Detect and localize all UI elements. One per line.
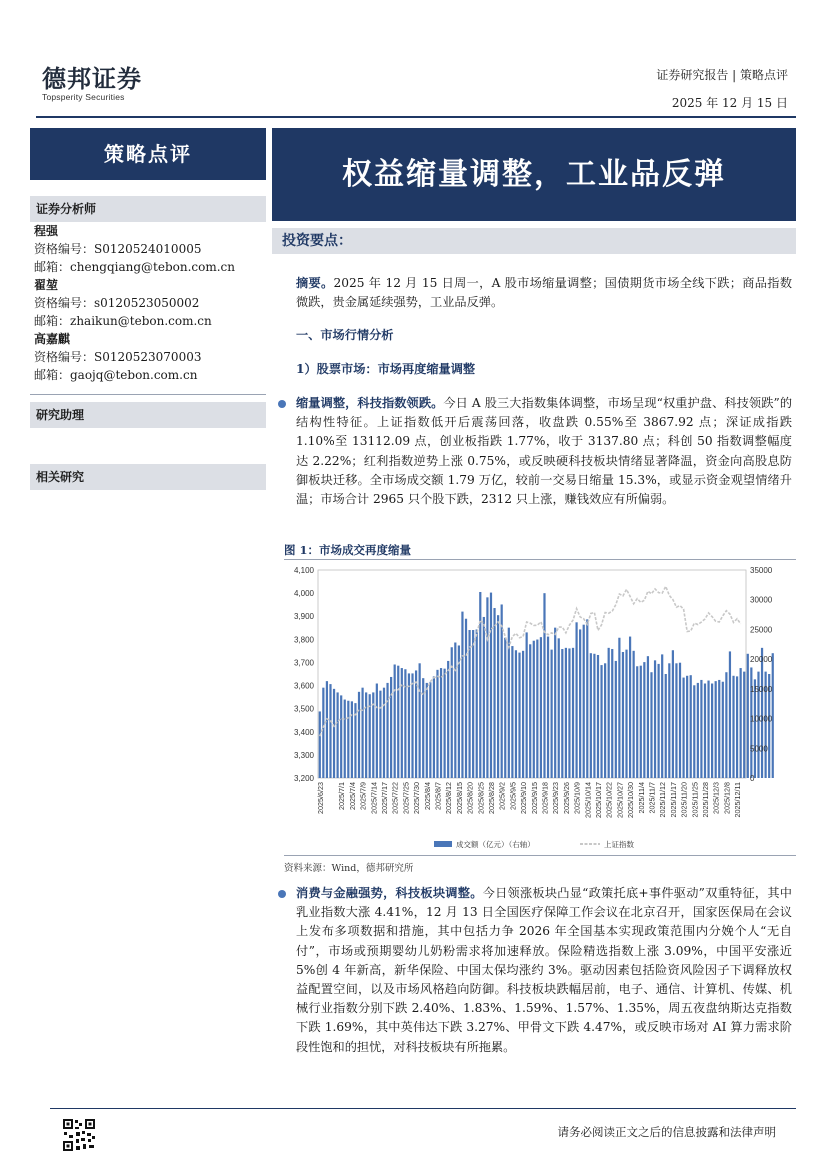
volume-bar — [508, 628, 510, 778]
volume-bar — [718, 680, 720, 778]
header-rule — [36, 116, 796, 118]
x-axis-tick-label: 2025/9/23 — [551, 782, 561, 814]
volume-bar — [497, 615, 499, 778]
bullet-icon — [278, 890, 286, 898]
legend-label-volume: 成交额（亿元）（右轴） — [456, 840, 535, 849]
analyst-email[interactable]: 邮箱：gaojq@tebon.com.cn — [34, 368, 198, 382]
volume-bar — [479, 592, 481, 778]
left-axis-tick-label: 3,600 — [293, 681, 314, 691]
volume-bar — [715, 681, 717, 778]
paragraph-text: 今日领涨板块凸显“政策托底+事件驱动”双重特征，其中乳业指数大涨 4.41%，12 月 13 日全国医疗保障工作会议在北京召开，国家医保局在会议上发布多项数据和措施，其中包括力争 2026 年全国基本实现政策范围内分娩个人“无自付”，市场或预期婴幼儿奶粉需求将加速释放。保险精选指数上涨 3.09%，中国平安涨近 5%创 4 年新高，新华保险、中国太保均涨约 3%。驱动因素包括险资风险因子下调释放权益配置空间，以及市场风格趋向防御。科技板块跌幅居前，电子、通信、计算机、传媒、机械行业指数分别下跌 2.40%、1.83%、1.59%、1.57%、1.35%，周五夜盘纳斯达克指数下跌 1.69%，其中英伟达下跌 3.27%、甲骨文下跌 4.47%，或反映市场对 AI 算力需求阶段性饱和的担忧，对科技板块有所拖累。 — [296, 886, 792, 1054]
volume-bar — [672, 650, 674, 778]
volume-bar — [540, 637, 542, 778]
volume-bar — [490, 593, 492, 778]
volume-bar — [593, 654, 595, 778]
analyst-name: 翟堃 — [34, 278, 59, 292]
report-category-box: 策略点评 — [30, 128, 266, 180]
right-axis-tick-label: 0 — [750, 774, 755, 783]
x-axis-tick-label: 2025/7/22 — [390, 782, 400, 814]
qr-code-icon — [62, 1118, 96, 1152]
volume-bar — [504, 638, 506, 778]
footer-rule — [50, 1108, 796, 1109]
volume-bar — [690, 675, 692, 778]
volume-bar — [697, 683, 699, 778]
x-axis-tick-label: 2025/9/26 — [561, 782, 571, 814]
x-axis-tick-label: 2025/10/22 — [604, 782, 614, 818]
x-axis-tick-label: 2025/7/1 — [337, 782, 347, 810]
volume-bar — [722, 682, 724, 778]
volume-bar — [725, 672, 727, 778]
x-axis-tick-label: 2025/8/28 — [486, 782, 496, 814]
brand-logo — [42, 66, 142, 103]
volume-bar — [700, 680, 702, 778]
market-paragraph — [296, 394, 792, 509]
analyst-email[interactable]: 邮箱：chengqiang@tebon.com.cn — [34, 260, 236, 274]
figure-title: 图 1：市场成交再度缩量 — [284, 543, 412, 557]
volume-bar — [740, 668, 742, 778]
volume-bar — [668, 663, 670, 778]
bullet-icon — [278, 400, 286, 408]
volume-bar — [529, 644, 531, 778]
left-axis-tick-label: 3,700 — [293, 658, 314, 668]
paragraph-lead: 消费与金融强势，科技板块调整。 — [296, 886, 483, 900]
left-axis-tick-label: 4,100 — [293, 566, 314, 575]
subsection-heading: 1）股票市场：市场再度缩量调整 — [296, 362, 476, 376]
volume-index-chart — [284, 560, 796, 854]
volume-bar — [536, 640, 538, 778]
volume-bar — [568, 648, 570, 778]
report-date: 2025 年 12 月 15 日 — [671, 96, 788, 110]
right-axis-tick-label: 20000 — [750, 655, 773, 665]
left-axis-tick-label: 3,900 — [293, 612, 314, 622]
volume-bar — [704, 684, 706, 778]
volume-bar — [347, 701, 349, 778]
left-axis-tick-label: 3,300 — [293, 750, 314, 760]
volume-bar — [461, 612, 463, 778]
x-axis-tick-label: 2025/9/10 — [519, 782, 529, 814]
volume-bar — [636, 666, 638, 778]
volume-bar — [444, 669, 446, 778]
volume-bar — [586, 619, 588, 778]
volume-bar — [675, 663, 677, 778]
volume-bar — [386, 683, 388, 778]
volume-bar — [618, 638, 620, 778]
plot-frame — [318, 570, 746, 778]
volume-bar — [486, 597, 488, 778]
left-axis-tick-label: 3,200 — [293, 774, 314, 783]
volume-bar — [493, 608, 495, 778]
volume-bar — [686, 676, 688, 778]
volume-bar — [383, 688, 385, 778]
analyst-cert: 资格编号：S0120523070003 — [34, 350, 202, 364]
volume-bar — [379, 691, 381, 778]
volume-bar — [319, 711, 321, 778]
volume-bar — [643, 662, 645, 778]
assistant-heading: 研究助理 — [30, 402, 266, 428]
volume-bar — [711, 684, 713, 778]
volume-bar — [611, 649, 613, 778]
x-axis-tick-label: 2025/8/7 — [433, 782, 443, 810]
volume-bar — [522, 651, 524, 778]
volume-bar — [625, 650, 627, 778]
volume-bar — [732, 676, 734, 778]
report-title: 权益缩量调整，工业品反弹 — [272, 128, 796, 221]
x-axis-tick-label: 2025/7/4 — [347, 782, 357, 810]
left-axis-tick-label: 3,400 — [293, 727, 314, 737]
volume-bar — [454, 643, 456, 779]
volume-bar — [629, 637, 631, 778]
volume-bar — [600, 665, 602, 778]
volume-bar — [358, 692, 360, 778]
volume-bar — [365, 692, 367, 778]
volume-bar — [408, 673, 410, 778]
figure-bottom-rule — [284, 855, 796, 856]
volume-bar — [333, 689, 335, 778]
x-axis-tick-label: 2025/11/25 — [690, 782, 700, 818]
volume-bar — [397, 666, 399, 778]
volume-bar — [565, 648, 567, 778]
x-axis-tick-label: 2025/7/14 — [369, 782, 379, 814]
volume-bar — [547, 637, 549, 778]
x-axis-tick-label: 2025/9/15 — [529, 782, 539, 814]
volume-bar — [376, 684, 378, 778]
volume-bar — [754, 679, 756, 778]
volume-bar — [640, 666, 642, 778]
volume-bar — [693, 685, 695, 778]
volume-bar — [340, 695, 342, 778]
x-axis-tick-label: 2025/10/14 — [583, 782, 593, 818]
volume-bar — [329, 684, 331, 778]
volume-bar — [526, 632, 528, 778]
right-axis-tick-label: 10000 — [750, 714, 773, 724]
x-axis-tick-label: 2025/10/17 — [593, 782, 603, 818]
volume-bar — [390, 677, 392, 778]
volume-bar — [604, 663, 606, 778]
volume-bar — [622, 652, 624, 778]
volume-bar — [590, 653, 592, 778]
volume-bar — [415, 670, 417, 778]
x-axis-tick-label: 2025/11/12 — [658, 782, 668, 818]
x-axis-tick-label: 2025/9/18 — [540, 782, 550, 814]
x-axis-tick-label: 2025/11/28 — [700, 782, 710, 818]
analyst-email[interactable]: 邮箱：zhaikun@tebon.com.cn — [34, 314, 212, 328]
legend-label-index: 上证指数 — [604, 840, 634, 849]
volume-bar — [511, 646, 513, 778]
volume-bar — [458, 645, 460, 778]
legend-swatch-volume — [434, 841, 452, 847]
volume-bar — [572, 648, 574, 778]
volume-bar — [440, 668, 442, 778]
volume-bar — [554, 628, 556, 778]
x-axis-tick-label: 2025/8/25 — [476, 782, 486, 814]
volume-bar — [433, 676, 435, 778]
summary-text: 2025 年 12 月 15 日周一，A 股市场缩量调整；国债期货市场全线下跌；商品指数微跌，贵金属延续强势，工业品反弹。 — [296, 276, 793, 310]
analyst-cert: 资格编号：s0120523050002 — [34, 296, 200, 310]
paragraph-text: 今日 A 股三大指数集体调整，市场呈现“权重护盘、科技领跌”的结构性特征。上证指数低开后震荡回落，收盘跌 0.55%至 3867.92 点；深证成指跌 1.10%至 13112.09 点，创业板指跌 1.77%，收于 3137.80 点；科创 50 指数调整幅度达 2.22%；红利指数逆势上涨 0.75%，或反映硬科技板块情绪显著降温，资金向高股息防御板块迁移。全市场成交额 1.79 万亿，较前一交易日缩量 15.3%，或显示资金观望情绪升温；市场合计 2965 只个股下跌，2312 只上涨，赚钱效应有所偏弱。 — [296, 396, 793, 507]
volume-bar — [533, 641, 535, 778]
x-axis-tick-label: 2025/7/25 — [401, 782, 411, 814]
x-axis-tick-label: 2025/7/30 — [412, 782, 422, 814]
volume-bar — [351, 701, 353, 778]
volume-bar — [561, 649, 563, 778]
x-axis-tick-label: 2025/8/4 — [422, 782, 432, 810]
volume-bar — [650, 672, 652, 778]
x-axis-tick-label: 2025/10/30 — [626, 782, 636, 818]
volume-bar — [543, 593, 545, 778]
x-axis-tick-label: 2025/11/4 — [636, 782, 646, 814]
x-axis-tick-label: 2025/10/27 — [615, 782, 625, 818]
volume-bar — [468, 630, 470, 778]
volume-bar — [682, 678, 684, 778]
volume-bar — [597, 655, 599, 778]
analysts-heading: 证券分析师 — [30, 196, 266, 222]
volume-bar — [743, 672, 745, 778]
x-axis-tick-label: 2025/9/2 — [497, 782, 507, 810]
analyst-name: 高嘉麒 — [34, 332, 71, 346]
volume-bar — [447, 661, 449, 778]
investment-points-heading: 投资要点： — [272, 228, 796, 254]
volume-bar — [436, 670, 438, 778]
x-axis-tick-label: 2025/8/15 — [454, 782, 464, 814]
right-axis-tick-label: 15000 — [750, 684, 773, 694]
analyst-cert: 资格编号：S0120524010005 — [34, 242, 202, 256]
volume-bar — [608, 648, 610, 778]
volume-bar — [583, 625, 585, 778]
report-type: 证券研究报告 | 策略点评 — [656, 68, 788, 82]
brand-name-en: Topsperity Securities — [42, 92, 125, 102]
volume-bar — [558, 638, 560, 778]
right-axis-tick-label: 5000 — [750, 744, 768, 754]
x-axis-tick-label: 2025/7/17 — [379, 782, 389, 814]
x-axis-tick-label: 2025/8/20 — [465, 782, 475, 814]
analyst-name: 程强 — [34, 224, 59, 238]
volume-bar — [575, 622, 577, 778]
x-axis-tick-label: 2025/7/9 — [358, 782, 368, 810]
x-axis-tick-label: 2025/11/20 — [679, 782, 689, 818]
volume-bar — [411, 673, 413, 778]
summary-paragraph — [296, 274, 792, 312]
x-axis-tick-label: 2025/8/12 — [444, 782, 454, 814]
x-axis-tick-label: 2025/11/17 — [668, 782, 678, 818]
volume-bar — [429, 682, 431, 778]
disclaimer-note: 请务必阅读正文之后的信息披露和法律声明 — [557, 1125, 776, 1139]
sector-paragraph — [296, 884, 792, 1057]
volume-bar — [736, 676, 738, 778]
figure-source: 资料来源：Wind，德邦研究所 — [284, 863, 414, 874]
volume-bar — [322, 688, 324, 778]
volume-bar — [761, 648, 763, 778]
x-axis-tick-label: 2025/10/9 — [572, 782, 582, 814]
paragraph-lead: 缩量调整，科技指数领跌。 — [296, 396, 444, 410]
volume-bar — [472, 630, 474, 778]
left-axis-tick-label: 4,000 — [293, 589, 314, 599]
volume-bar — [579, 629, 581, 778]
x-axis-tick-label: 2025/12/3 — [711, 782, 721, 814]
volume-bar — [729, 651, 731, 778]
volume-bar — [394, 664, 396, 778]
sidebar-rule — [30, 394, 266, 395]
volume-bar — [658, 664, 660, 778]
volume-bar — [483, 617, 485, 778]
x-axis-tick-label: 2025/11/7 — [647, 782, 657, 814]
volume-bar — [654, 660, 656, 778]
volume-bar — [344, 700, 346, 778]
volume-bar — [679, 663, 681, 778]
left-axis-tick-label: 3,800 — [293, 635, 314, 645]
volume-bar — [426, 683, 428, 778]
volume-bar — [707, 681, 709, 778]
x-axis-tick-label: 2025/9/5 — [508, 782, 518, 810]
x-axis-tick-label: 2025/12/11 — [733, 782, 743, 818]
volume-bar — [518, 653, 520, 778]
section-heading: 一、市场行情分析 — [296, 328, 394, 342]
brand-name-cn: 德邦证券 — [42, 65, 142, 93]
volume-bar — [361, 688, 363, 778]
volume-bar — [647, 656, 649, 778]
volume-bar — [661, 654, 663, 778]
left-axis-tick-label: 3,500 — [293, 704, 314, 714]
volume-bar — [551, 650, 553, 778]
volume-bar — [465, 619, 467, 778]
related-research-heading: 相关研究 — [30, 464, 266, 490]
volume-bar — [419, 663, 421, 778]
summary-lead: 摘要。 — [296, 276, 334, 290]
volume-bar — [665, 674, 667, 778]
volume-bar — [515, 650, 517, 778]
volume-bar — [747, 654, 749, 778]
right-axis-tick-label: 25000 — [750, 625, 773, 635]
volume-bar — [326, 681, 328, 778]
right-axis-tick-label: 35000 — [750, 566, 773, 575]
right-axis-tick-label: 30000 — [750, 595, 773, 605]
volume-bar — [476, 629, 478, 778]
x-axis-tick-label: 2025/12/8 — [722, 782, 732, 814]
volume-bar — [615, 661, 617, 778]
x-axis-tick-label: 2025/6/23 — [315, 782, 325, 814]
volume-bar — [337, 692, 339, 778]
volume-bar — [633, 651, 635, 778]
